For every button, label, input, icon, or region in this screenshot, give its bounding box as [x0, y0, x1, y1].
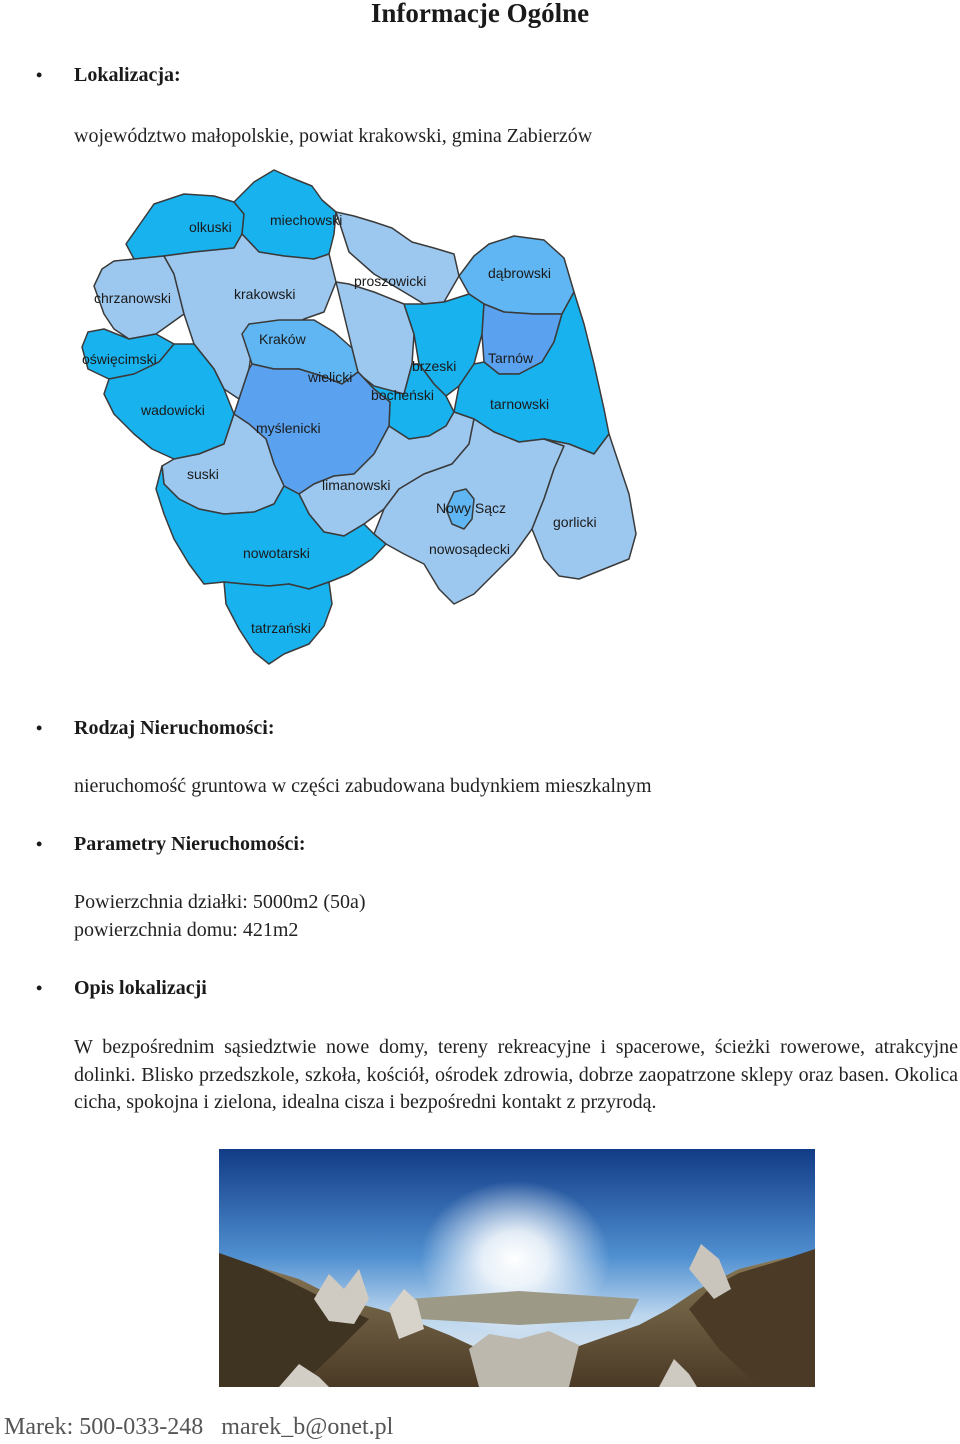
bullet-icon: •	[36, 834, 43, 854]
map-label-oswiecimski: oświęcimski	[82, 351, 157, 367]
map-label-myslenicki: myślenicki	[256, 420, 321, 436]
parameters-heading-text: Parametry Nieruchomości:	[74, 833, 306, 855]
parameters-heading	[36, 832, 306, 856]
malopolska-map	[74, 164, 638, 676]
map-label-dabrowski: dąbrowski	[488, 265, 552, 281]
map-label-bochenski: bocheński	[371, 387, 435, 403]
parameter-plot-area: Powierzchnia działki: 5000m2 (50a)	[74, 891, 366, 913]
map-label-miechowski: miechowski	[270, 212, 343, 228]
map-label-tarnow: Tarnów	[488, 350, 534, 366]
map-label-limanowski: limanowski	[322, 477, 391, 493]
map-label-tarnowski: tarnowski	[490, 396, 550, 412]
contact-footer	[4, 1412, 393, 1442]
map-label-wadowicki: wadowicki	[141, 402, 205, 418]
map-label-olkuski: olkuski	[189, 219, 232, 235]
contact-email[interactable]: marek_b@onet.pl	[221, 1414, 394, 1440]
bullet-icon: •	[36, 978, 43, 998]
map-label-suski: suski	[187, 466, 219, 482]
map-label-nowy-sacz: Nowy Sącz	[436, 500, 507, 516]
map-label-krakowski: krakowski	[234, 286, 296, 302]
location-description-heading	[36, 976, 207, 1000]
map-label-krakow: Kraków	[259, 331, 306, 347]
map-label-tatrzanski: tatrzański	[251, 620, 311, 636]
bullet-icon: •	[36, 65, 43, 85]
location-heading	[36, 63, 181, 87]
location-heading-text: Lokalizacja:	[74, 64, 181, 86]
map-label-brzeski: brzeski	[412, 358, 457, 374]
map-label-nowotarski: nowotarski	[243, 545, 310, 561]
property-type-text: nieruchomość gruntowa w części zabudowana budynkiem mieszkalnym	[74, 775, 652, 797]
map-label-wielicki: wielicki	[308, 369, 353, 385]
map-label-nowosadecki: nowosądecki	[429, 541, 510, 557]
location-description-text: W bezpośrednim sąsiedztwie nowe domy, tereny rekreacyjne i spacerowe, ścieżki rowerowe, atrakcyjne dolinki. Blisko przedszkole, szkoła, kościół, ośrodek zdrowia, dobrze zaopatrzone sklepy oraz basen. Okolica cicha, spokojna i zielona, idealna cisza i bezpośredni kontakt z przyrodą.	[74, 1036, 958, 1113]
location-text: województwo małopolskie, powiat krakowski, gmina Zabierzów	[74, 125, 593, 147]
bullet-icon: •	[36, 718, 43, 738]
location-description-heading-text: Opis lokalizacji	[74, 977, 207, 999]
page-title: Informacje Ogólne	[370, 0, 590, 28]
map-label-proszowicki: proszowicki	[354, 273, 427, 289]
panorama-photo	[219, 1149, 815, 1387]
map-label-gorlicki: gorlicki	[553, 514, 597, 530]
property-type-heading	[36, 716, 275, 740]
contact-phone: Marek: 500-033-248	[4, 1414, 204, 1440]
property-type-heading-text: Rodzaj Nieruchomości:	[74, 717, 275, 739]
parameter-house-area: powierzchnia domu: 421m2	[74, 919, 299, 941]
map-label-chrzanowski: chrzanowski	[94, 290, 172, 306]
